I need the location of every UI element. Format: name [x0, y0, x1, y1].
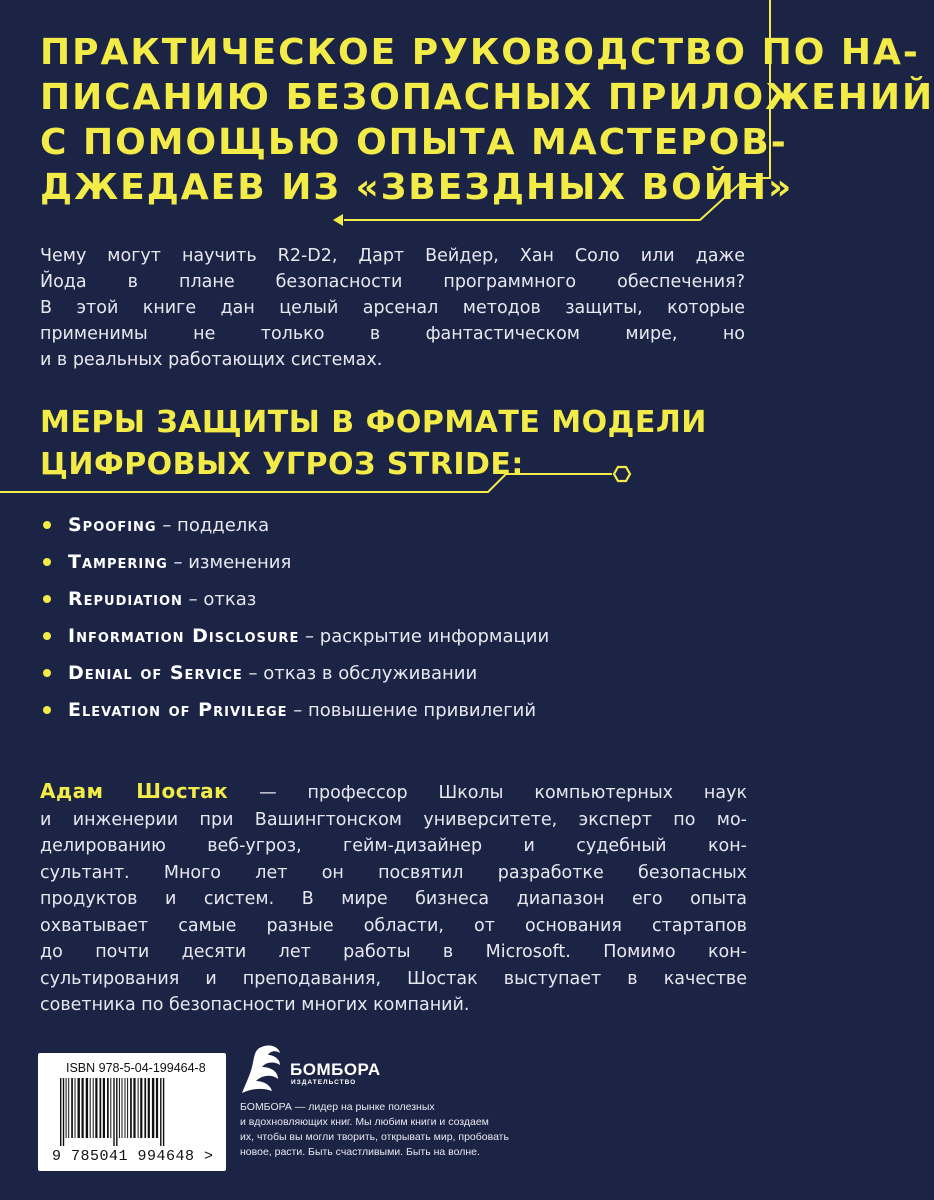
dash: –: [287, 700, 309, 721]
author-line: и инженерии при Вашингтонском университете, эксперт по мо-: [40, 809, 747, 830]
circuit-arrow-icon: [333, 214, 343, 226]
dash: –: [242, 663, 264, 684]
headline-line: ДЖЕДАЕВ ИЗ «ЗВЕЗДНЫХ ВОЙН»: [40, 167, 794, 208]
author-line: охватывает самые разные области, от основания стартапов: [40, 915, 747, 936]
author-line-rest: — профессор Школы компьютерных наук: [228, 783, 748, 803]
author-line: [40, 778, 747, 807]
publisher-line: их, чтобы вы могли творить, открывать мир, пробовать: [240, 1131, 509, 1143]
stride-heading: [40, 402, 707, 486]
stride-meaning: отказ: [203, 589, 257, 610]
list-item: [40, 544, 760, 581]
dash: –: [167, 552, 189, 573]
subhead-line: МЕРЫ ЗАЩИТЫ В ФОРМАТЕ МОДЕЛИ: [40, 405, 707, 440]
intro-line: применимы не только в фантастическом мире, но: [40, 324, 745, 344]
isbn-label: ISBN 978-5-04-199464-8: [66, 1061, 206, 1075]
stride-term: Spoofing: [68, 514, 157, 536]
stride-meaning: раскрытие информации: [319, 626, 550, 647]
stride-term: Information Disclosure: [68, 625, 300, 647]
list-item: [40, 581, 760, 618]
publisher-line: новое, расти. Быть счастливыми. Быть на волне.: [240, 1146, 480, 1158]
subhead-line: ЦИФРОВЫХ УГРОЗ STRIDE:: [40, 447, 524, 482]
publisher-sub: ИЗДАТЕЛЬСТВО: [291, 1079, 357, 1086]
stride-meaning: подделка: [177, 515, 270, 536]
stride-meaning: повышение привилегий: [308, 700, 537, 721]
list-item: [40, 692, 760, 729]
author-line: продуктов и систем. В мире бизнеса диапазон его опыта: [40, 889, 747, 909]
stride-term: Denial of Service: [68, 662, 243, 684]
stride-term: Tampering: [68, 551, 168, 573]
intro-line: Йода в плане безопасности программного обеспечения?: [40, 272, 745, 292]
stride-list: [40, 507, 760, 729]
publisher-line: БОМБОРА — лидер на рынке полезных: [240, 1101, 435, 1113]
intro-line: В этой книге дан целый арсенал методов защиты, которые: [40, 298, 745, 318]
author-line: делированию веб-угроз, гейм-дизайнер и судебный кон-: [40, 836, 747, 856]
author-bio: [40, 778, 747, 1019]
stride-meaning: изменения: [188, 552, 292, 573]
bullet-icon: [43, 558, 51, 566]
intro-paragraph: [40, 243, 745, 373]
intro-line: и в реальных работающих системах.: [40, 350, 383, 370]
author-line: советника по безопасности многих компаний.: [40, 995, 470, 1015]
publisher-blurb: [240, 1100, 560, 1160]
stride-meaning: отказ в обслуживании: [263, 663, 478, 684]
barcode-icon: [58, 1078, 218, 1146]
publisher-name: БОМБОРА: [290, 1060, 381, 1079]
author-name: Адам Шостак: [40, 779, 229, 803]
headline-line: ПРАКТИЧЕСКОЕ РУКОВОДСТВО ПО НА-: [40, 32, 920, 73]
stride-term: Elevation of Privilege: [68, 699, 288, 721]
author-line: сультант. Много лет он посвятил разработке безопасных: [40, 862, 747, 883]
list-item: [40, 507, 760, 544]
author-line: до почти десяти лет работы в Microsoft. Помимо кон-: [40, 942, 747, 962]
author-line: сультирования и преподавания, Шостак выступает в качестве: [40, 968, 747, 989]
intro-line: Чему могут научить R2-D2, Дарт Вейдер, Хан Соло или даже: [40, 246, 745, 266]
list-item: [40, 655, 760, 692]
headline-line: С ПОМОЩЬЮ ОПЫТА МАСТЕРОВ-: [40, 122, 788, 163]
bullet-icon: [43, 521, 51, 529]
bullet-icon: [43, 669, 51, 677]
bullet-icon: [43, 595, 51, 603]
bullet-icon: [43, 706, 51, 714]
headline-line: ПИСАНИЮ БЕЗОПАСНЫХ ПРИЛОЖЕНИЙ: [40, 77, 934, 118]
dash: –: [299, 626, 320, 647]
publisher-line: и вдохновляющих книг. Мы любим книги и создаем: [240, 1116, 489, 1128]
list-item: [40, 618, 760, 655]
cover-headline: [40, 30, 934, 210]
barcode-digits: 9 785041 994648 >: [52, 1148, 214, 1165]
stride-term: Repudiation: [68, 588, 183, 610]
bullet-icon: [43, 632, 51, 640]
dash: –: [182, 589, 204, 610]
isbn-barcode: [38, 1053, 226, 1171]
dash: –: [156, 515, 178, 536]
